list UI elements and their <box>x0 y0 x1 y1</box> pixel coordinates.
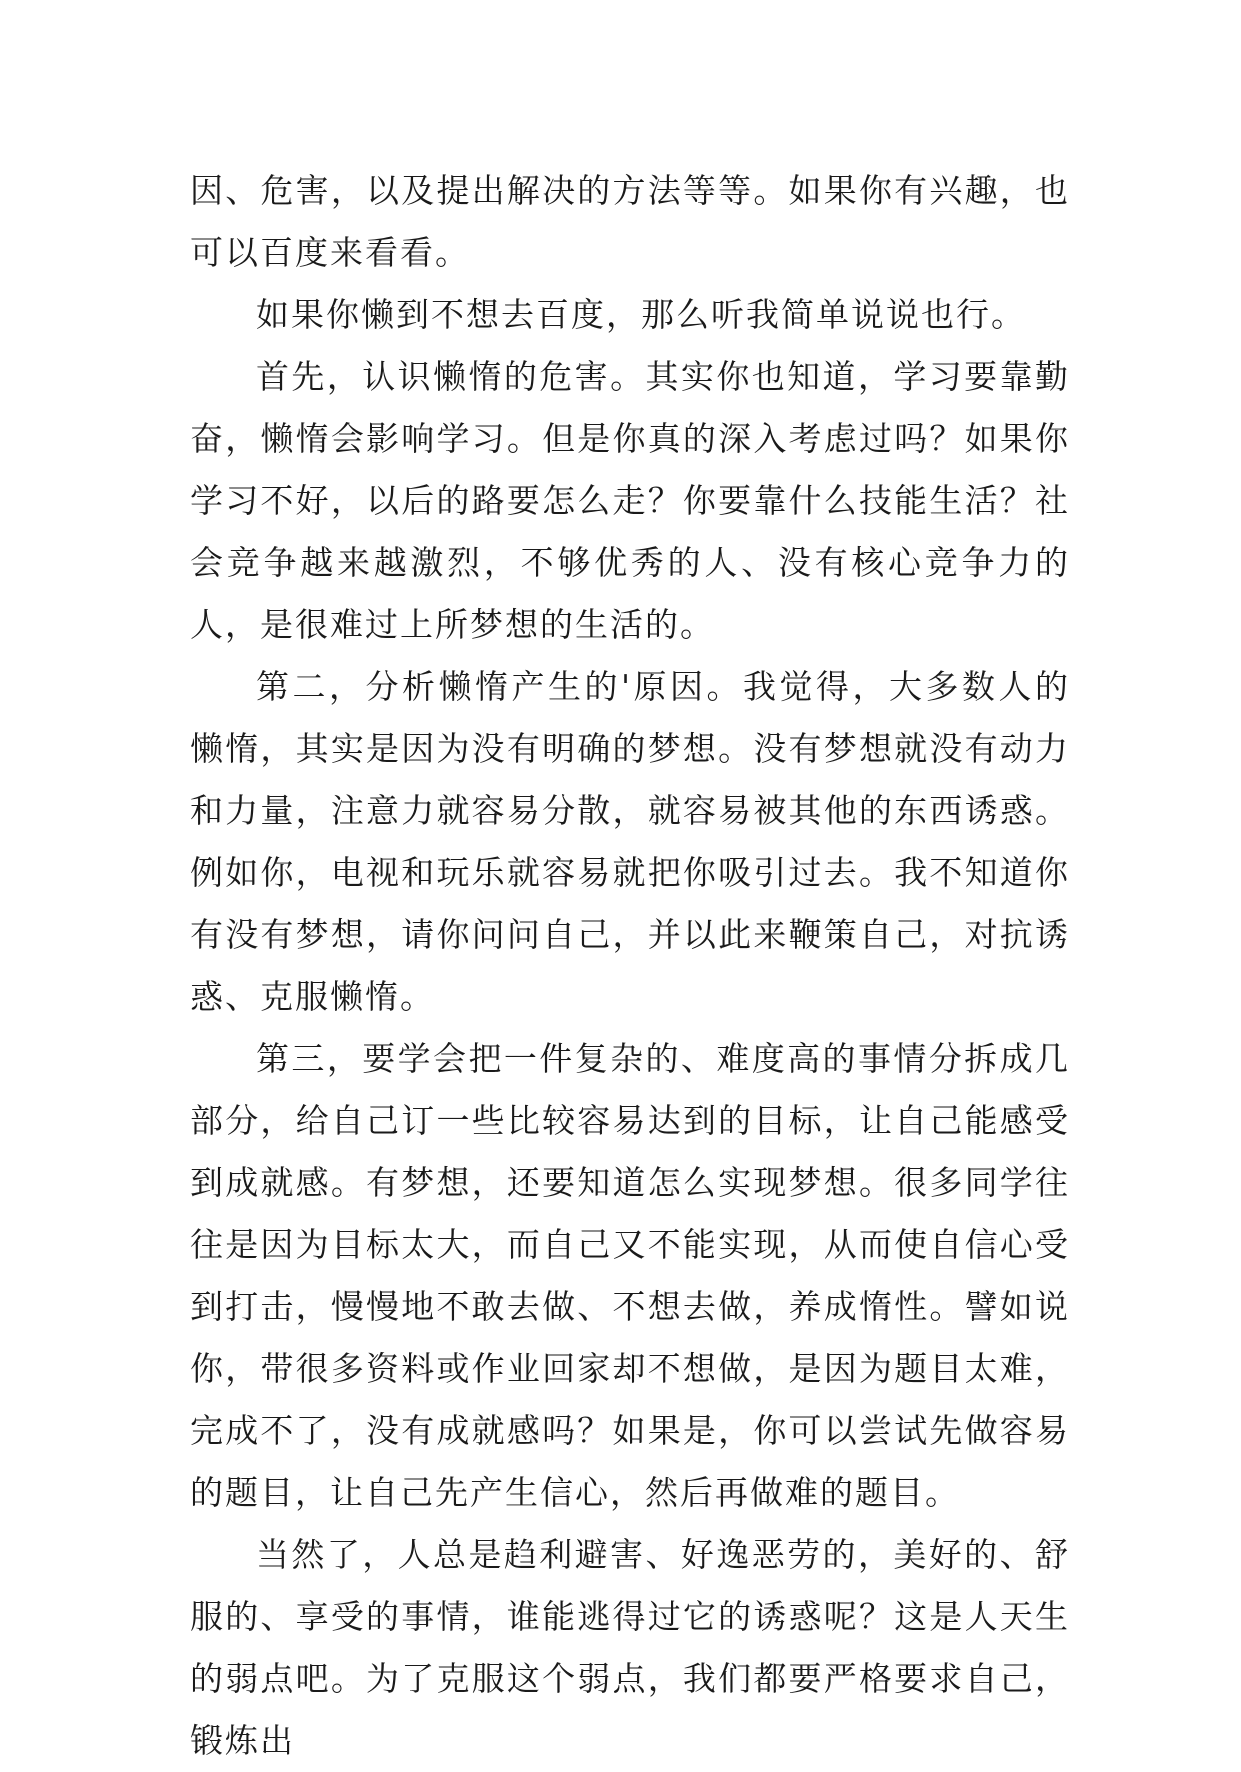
paragraph-3: 首先，认识懒惰的危害。其实你也知道，学习要靠勤奋，懒惰会影响学习。但是你真的深入考虑过吗？如果你学习不好，以后的路要怎么走？你要靠什么技能生活？社会竞争越来越激烈，不够优秀的人、没有核心竞争力的人，是很难过上所梦想的生活的。 <box>190 357 1070 644</box>
paragraph-2: 如果你懒到不想去百度，那么听我简单说说也行。 <box>256 295 1026 334</box>
paragraph-5: 第三，要学会把一件复杂的、难度高的事情分拆成几部分，给自己订一些比较容易达到的目标，让自己能感受到成就感。有梦想，还要知道怎么实现梦想。很多同学往往是因为目标太大，而自己又不能实现，从而使自信心受到打击，慢慢地不敢去做、不想去做，养成惰性。譬如说你，带很多资料或作业回家却不想做，是因为题目太难，完成不了，没有成就感吗？如果是，你可以尝试先做容易的题目，让自己先产生信心，然后再做难的题目。 <box>190 1039 1070 1512</box>
document-body <box>190 160 1070 1772</box>
paragraph-4: 第二，分析懒惰产生的'原因。我觉得，大多数人的懒惰，其实是因为没有明确的梦想。没有梦想就没有动力和力量，注意力就容易分散，就容易被其他的东西诱惑。例如你，电视和玩乐就容易就把你吸引过去。我不知道你有没有梦想，请你问问自己，并以此来鞭策自己，对抗诱惑、克服懒惰。 <box>190 667 1070 1016</box>
paragraph-6: 当然了，人总是趋利避害、好逸恶劳的，美好的、舒服的、享受的事情，谁能逃得过它的诱惑呢？这是人天生的弱点吧。为了克服这个弱点，我们都要严格要求自己，锻炼出 <box>190 1535 1070 1760</box>
paragraph-1: 因、危害，以及提出解决的方法等等。如果你有兴趣，也可以百度来看看。 <box>190 171 1070 272</box>
